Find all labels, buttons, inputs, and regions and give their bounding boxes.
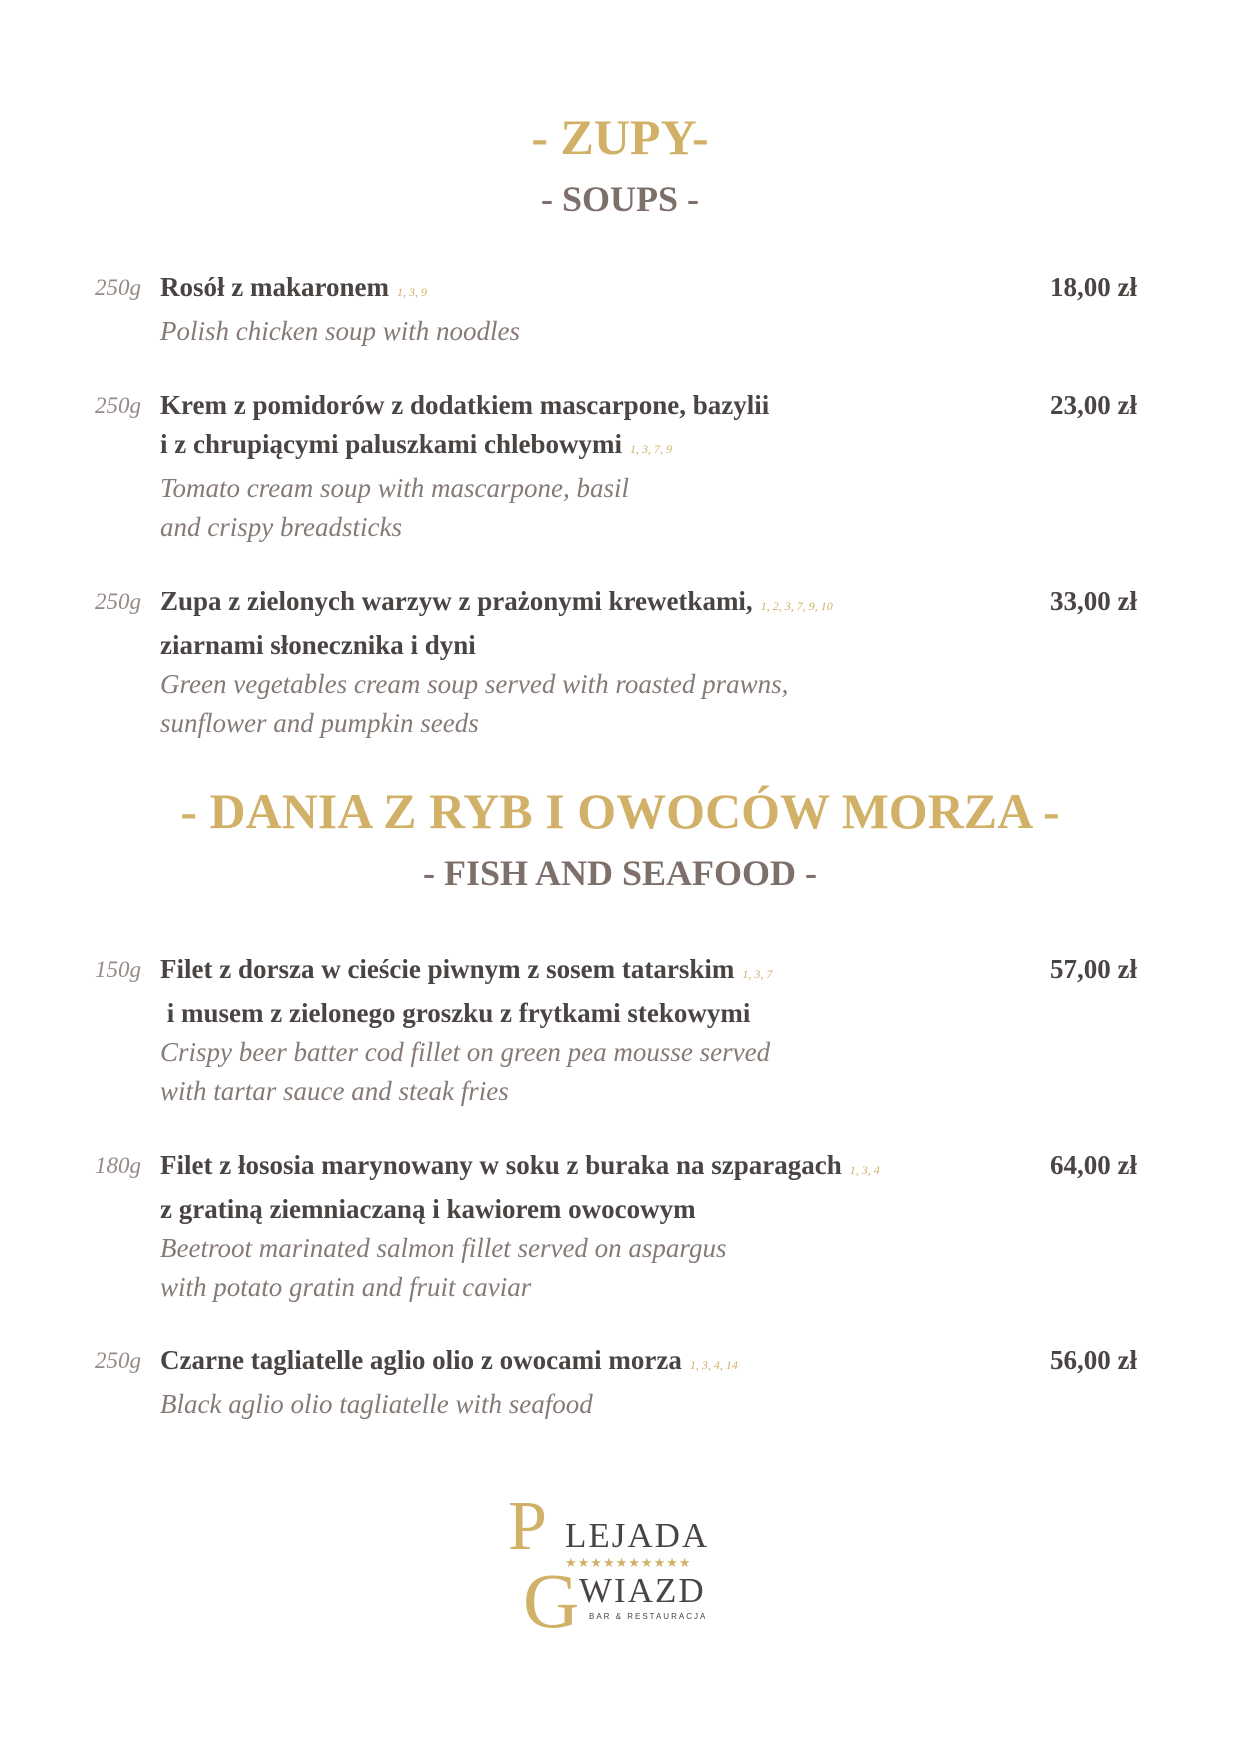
item-weight: 180g: [95, 1153, 141, 1178]
logo-word-wiazd: WIAZD: [579, 1571, 706, 1610]
logo-tagline: BAR & RESTAURACJA: [589, 1612, 708, 1621]
item-name-pl-line: Zupa z zielonych warzyw z prażonymi krewetkami,: [160, 586, 753, 616]
item-name-pl: i musem z zielonego groszku z frytkami stekowymi: [160, 998, 751, 1028]
item-name-pl-line: i z chrupiącymi paluszkami chlebowymi: [160, 429, 623, 459]
item-price: 18,00 zł: [1050, 272, 1137, 302]
item-name-pl: [160, 582, 1010, 626]
item-allergens: 1, 3, 9: [397, 285, 427, 299]
item-name-pl: [160, 268, 1010, 312]
item-name-en: Green vegetables cream soup served with roasted prawns,: [160, 669, 789, 699]
item-name-pl: ziarnami słonecznika i dyni: [160, 630, 476, 660]
item-allergens: 1, 2, 3, 7, 9, 10: [760, 599, 833, 613]
item-name-en: Polish chicken soup with noodles: [160, 316, 520, 346]
item-price: 56,00 zł: [1050, 1345, 1137, 1375]
item-price: 64,00 zł: [1050, 1150, 1137, 1180]
item-name-pl: [160, 1146, 1010, 1190]
logo-letter-p: P: [508, 1488, 547, 1565]
item-name-en: Beetroot marinated salmon fillet served on aspargus: [160, 1233, 727, 1263]
item-price: 23,00 zł: [1050, 390, 1137, 420]
item-name-pl-line: Rosół z makaronem: [160, 272, 389, 302]
item-weight: 150g: [95, 957, 141, 982]
section-title-ryby: - DANIA Z RYB I OWOCÓW MORZA -: [180, 783, 1060, 839]
item-weight: 250g: [95, 275, 141, 300]
item-name-pl: Krem z pomidorów z dodatkiem mascarpone, bazylii: [160, 390, 770, 420]
item-allergens: 1, 3, 7: [742, 967, 773, 981]
item-name-pl: [160, 1341, 1010, 1385]
item-name-pl: z gratiną ziemniaczaną i kawiorem owocowym: [160, 1194, 696, 1224]
item-name-pl-line: Czarne tagliatelle aglio olio z owocami morza: [160, 1345, 682, 1375]
item-name-en: with tartar sauce and steak fries: [160, 1076, 509, 1106]
item-allergens: 1, 3, 4: [849, 1163, 880, 1177]
item-weight: 250g: [95, 589, 141, 614]
item-name-pl-line: Filet z dorsza w cieście piwnym z sosem tatarskim: [160, 954, 735, 984]
item-allergens: 1, 3, 7, 9: [630, 442, 673, 456]
item-name-en: with potato gratin and fruit caviar: [160, 1272, 532, 1302]
item-weight: 250g: [95, 393, 141, 418]
item-name-pl: [160, 425, 1010, 469]
section-subtitle-soups: - SOUPS -: [540, 179, 699, 219]
item-name-en: Crispy beer batter cod fillet on green pea mousse served: [160, 1037, 771, 1067]
item-name-pl-line: Filet z łososia marynowany w soku z buraka na szparagach: [160, 1150, 842, 1180]
logo-stars-icon: ★★★★★★★★★★: [565, 1556, 692, 1571]
restaurant-logo: [505, 1488, 745, 1644]
item-weight: 250g: [95, 1348, 141, 1373]
logo-word-lejada: LEJADA: [565, 1516, 710, 1555]
item-name-en: Black aglio olio tagliatelle with seafood: [160, 1389, 593, 1419]
section-title-zupy: - ZUPY-: [531, 109, 709, 165]
section-subtitle-fish: - FISH AND SEAFOOD -: [422, 853, 818, 893]
logo-letter-g: G: [523, 1557, 580, 1644]
item-price: 33,00 zł: [1050, 586, 1137, 616]
item-price: 57,00 zł: [1050, 954, 1137, 984]
item-name-pl: [160, 950, 1010, 994]
item-name-en: sunflower and pumpkin seeds: [160, 708, 479, 738]
item-name-en: and crispy breadsticks: [160, 512, 402, 542]
item-name-en: Tomato cream soup with mascarpone, basil: [160, 473, 630, 503]
item-allergens: 1, 3, 4, 14: [689, 1358, 738, 1372]
